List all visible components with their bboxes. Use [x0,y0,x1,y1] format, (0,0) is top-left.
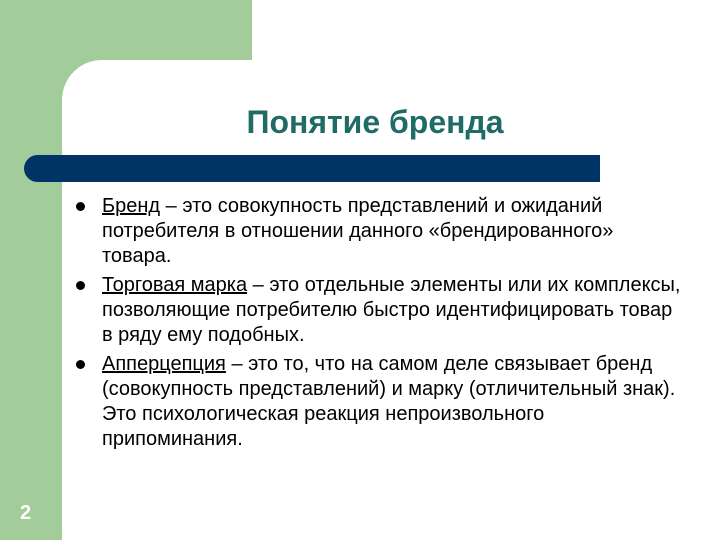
top-green-band [62,0,252,60]
bullet-item-brand [74,194,684,269]
bullet-item-trademark [74,273,684,348]
bullet-text: – это отдельные элементы или их комплексы, позволяющие потребителю быстро идентифицировать товар в ряду ему подобных. [102,274,681,346]
bullet-dot-icon [76,360,85,369]
bullet-text: – это совокупность представлений и ожиданий потребителя в отношении данного «брендированного» товара. [102,195,614,267]
slide-title: Понятие бренда [246,104,504,140]
term-link[interactable]: Торговая марка [102,274,248,296]
title-underline-bar [24,155,600,182]
term-link[interactable]: Апперцепция [102,353,226,375]
bullet-item-apperception [74,352,684,452]
left-green-band [0,0,62,540]
bullet-dot-icon [76,202,85,211]
page-number: 2 [20,502,32,524]
bullet-text: – это то, что на самом деле связывает бренд (совокупность представлений) и марку (отличительный знак). Это психологическая реакция непроизвольного припоминания. [102,353,676,450]
term-link[interactable]: Бренд [102,195,161,217]
bullet-dot-icon [76,281,85,290]
bullet-list [74,194,684,456]
